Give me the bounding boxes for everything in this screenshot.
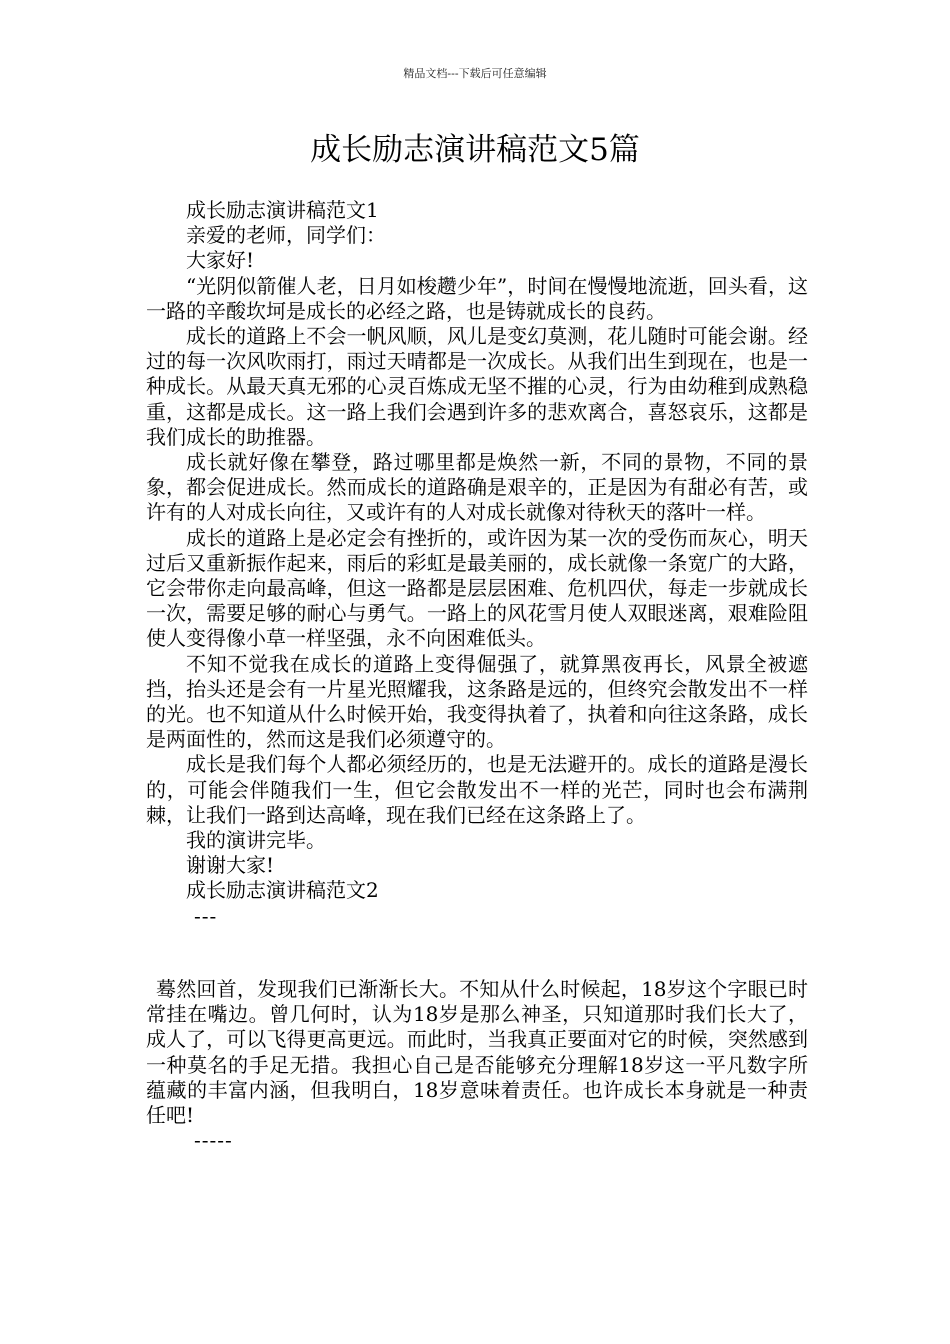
body-paragraph: 成长就好像在攀登，路过哪里都是焕然一新，不同的景物，不同的景象，都会促进成长。然而成长的道路确是艰辛的，正是因为有甜必有苦，或许有的人对成长向往，又或许有的人对成长就像对待秋天的落叶一样。 xyxy=(146,450,808,525)
document-title: 成长励志演讲稿范文5篇 xyxy=(310,132,640,168)
body-paragraph: 成长的道路上不会一帆风顺，风儿是变幻莫测，花儿随时可能会谢。经过的每一次风吹雨打，雨过天晴都是一次成长。从我们出生到现在，也是一种成长。从最天真无邪的心灵百炼成无坚不摧的心灵，行为由幼稚到成熟稳重，这都是成长。这一路上我们会遇到许多的悲欢离合，喜怒哀乐，这都是我们成长的助推器。 xyxy=(146,324,808,449)
document-body xyxy=(146,198,808,1153)
body-paragraph: 成长的道路上是必定会有挫折的，或许因为某一次的受伤而灰心，明天过后又重新振作起来，雨后的彩虹是最美丽的，成长就像一条宽广的大路，它会带你走向最高峰，但这一路都是层层困难、危机四伏，每走一步就成长一次，需要足够的耐心与勇气。一路上的风花雪月使人双眼迷离，艰难险阻使人变得像小草一样坚强，永不向困难低头。 xyxy=(146,525,808,651)
separator-dashes: ----- xyxy=(194,1128,233,1153)
body-paragraph: “光阴似箭催人老，日月如梭趱少年”，时间在慢慢地流逝，回头看，这一路的辛酸坎坷是成长的必经之路，也是铸就成长的良药。 xyxy=(146,273,808,323)
separator-dashes: --- xyxy=(194,903,218,928)
closing-line: 我的演讲完毕。 xyxy=(186,828,326,853)
spacer xyxy=(146,929,808,977)
header-note: 精品文档---下载后可任意编辑 xyxy=(403,67,547,80)
body-paragraph: 蓦然回首，发现我们已渐渐长大。不知从什么时候起，18岁这个字眼已时常挂在嘴边。曾几何时，认为18岁是那么神圣，只知道那时我们长大了，成人了，可以飞得更高更远。而此时，当我真正要面对它的时候，突然感到一种莫名的手足无措。我担心自己是否能够充分理解18岁这一平凡数字所蕴藏的丰富内涵，但我明白，18岁意味着责任。也许成长本身就是一种责任吧! xyxy=(146,976,808,1127)
body-paragraph: 成长是我们每个人都必须经历的，也是无法避开的。成长的道路是漫长的，可能会伴随我们一生，但它会散发出不一样的光芒，同时也会布满荆棘，让我们一路到达高峰，现在我们已经在这条路上了。 xyxy=(146,752,808,827)
speech-heading-2: 成长励志演讲稿范文2 xyxy=(186,878,379,903)
thanks-line: 谢谢大家! xyxy=(186,853,275,878)
speech-heading-1: 成长励志演讲稿范文1 xyxy=(186,198,379,222)
greeting: 大家好! xyxy=(186,248,255,273)
salutation: 亲爱的老师，同学们： xyxy=(186,223,386,248)
body-paragraph: 不知不觉我在成长的道路上变得倔强了，就算黑夜再长，风景全被遮挡，抬头还是会有一片星光照耀我，这条路是远的，但终究会散发出不一样的光。也不知道从什么时候开始，我变得执着了，执着和向往这条路，成长是两面性的，然而这是我们必须遵守的。 xyxy=(146,651,808,752)
